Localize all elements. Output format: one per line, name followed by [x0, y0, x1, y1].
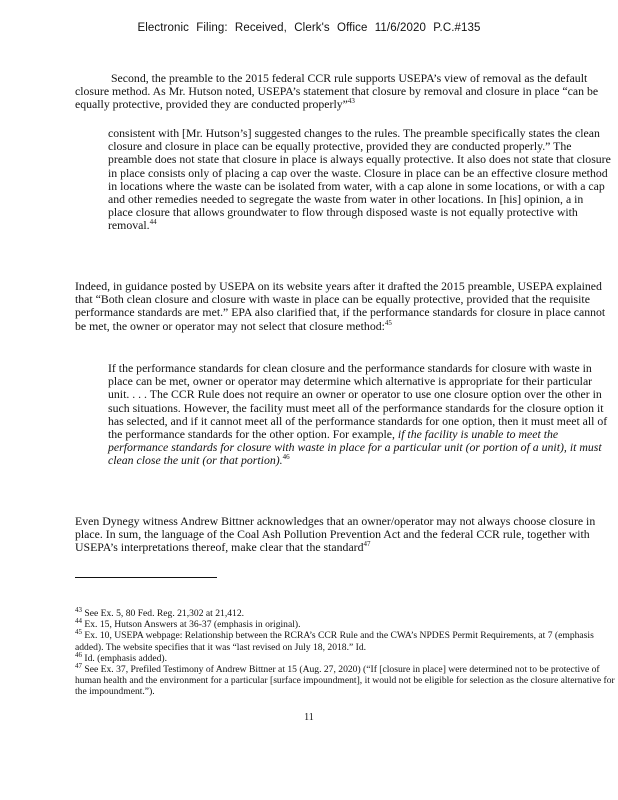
footnote-ref-43: 43 [347, 97, 355, 106]
footnote [75, 630, 615, 652]
footnote-text: Ex. 15, Hutson Answers at 36-37 (emphasis in original). [82, 619, 301, 631]
footnotes [75, 605, 615, 698]
paragraph-preamble-text: Second, the preamble to the 2015 federal CCR rule supports USEPA’s view of removal as the default closure method. As Mr. Hutson noted, USEPA’s statement that closure by removal and closure in place “can be equally protective, provided they are conducted properly” [75, 71, 599, 112]
footnote [75, 661, 615, 698]
footnote-number: 45 [75, 628, 82, 637]
footnote-number: 43 [75, 605, 82, 614]
block-quote-usepa-italic: if the facility is unable to meet the performance standards for closure with waste in place for a particular unit (or portion of a unit), it must clean close the unit (or that portion). [108, 427, 602, 468]
block-quote-hutson-text: consistent with [Mr. Hutson’s] suggested changes to the rules. The preamble specifically states the clean closure and closure in place can be equally protective, provided they are conducted properly.” The preamble does not state that closure in place is always equally protective. It also does not state that closure in place consists only of placing a cap over the waste. Closure in place can be an effective closure method in locations where the waste can be isolated from water, with a cap alone in some locations, or with a cap and other remedies needed to segregate the waste from water in other locations. In [his] opinion, a in place closure that allows groundwater to flow through disposed waste is not equally protective with removal. [108, 126, 611, 233]
footnote-text: Ex. 10, USEPA webpage: Relationship between the RCRA’s CCR Rule and the CWA’s NPDES Permit Requirements, at 7 (emphasis added). The website specifies that it was “last revised on July 18, 2018.” Id. [75, 630, 594, 653]
footnote-text: See Ex. 37, Prefiled Testimony of Andrew Bittner at 15 (Aug. 27, 2020) (“If [closure in place] were determined not to be protective of human health and the environment for a particular [surface impoundment], it would not be eligible for selection as the closure alternative for the impoundment.”). [75, 664, 615, 698]
footnote-divider [75, 577, 217, 578]
footnote-ref-46: 46 [282, 453, 290, 462]
footnote-number: 44 [75, 617, 82, 626]
footnote-text: Id. (emphasis added). [82, 652, 167, 664]
block-quote-hutson [108, 127, 611, 233]
footnote-number: 47 [75, 661, 82, 670]
footnote-ref-44: 44 [149, 218, 157, 227]
paragraph-guidance [75, 280, 615, 333]
paragraph-guidance-text: Indeed, in guidance posted by USEPA on its website years after it drafted the 2015 preamble, USEPA explained that “Both clean closure and closure with waste in place can be equally protective, provided that the requisite performance standards are met.” EPA also clarified that, if the performance standards for closure in place cannot be met, the owner or operator may not select that closure method: [75, 279, 606, 333]
footnote [75, 619, 615, 630]
footnote [75, 605, 615, 619]
block-quote-usepa [108, 362, 611, 468]
paragraph-preamble [75, 72, 615, 112]
paragraph-bittner [75, 515, 615, 555]
footnote-number: 46 [75, 650, 82, 659]
footnote [75, 650, 615, 664]
page-number: 11 [304, 712, 314, 723]
block-quote-usepa-text: If the performance standards for clean closure and the performance standards for closure with waste in place can be met, owner or operator may determine which alternative is appropriate for their particular unit. . . . The CCR Rule does not require an owner or operator to use one closure option over the other in such situations. However, the facility must meet all of the performance standards for the closure option it has selected, and if it cannot meet all of the performance standards for one option, then it must meet all of the performance standards for the other option. For example, [108, 361, 608, 442]
footnote-text: See Ex. 5, 80 Fed. Reg. 21,302 at 21,412. [82, 608, 245, 619]
footnote-ref-47: 47 [363, 540, 371, 549]
paragraph-bittner-text: Even Dynegy witness Andrew Bittner acknowledges that an owner/operator may not always choose closure in place. In sum, the language of the Coal Ash Pollution Prevention Act and the federal CCR rule, together with USEPA’s interpretations thereof, make clear that the standard [75, 514, 596, 555]
filing-header: Electronic Filing: Received, Clerk's Office 11/6/2020 P.C.#135 [137, 22, 481, 34]
footnote-ref-45: 45 [384, 318, 392, 327]
